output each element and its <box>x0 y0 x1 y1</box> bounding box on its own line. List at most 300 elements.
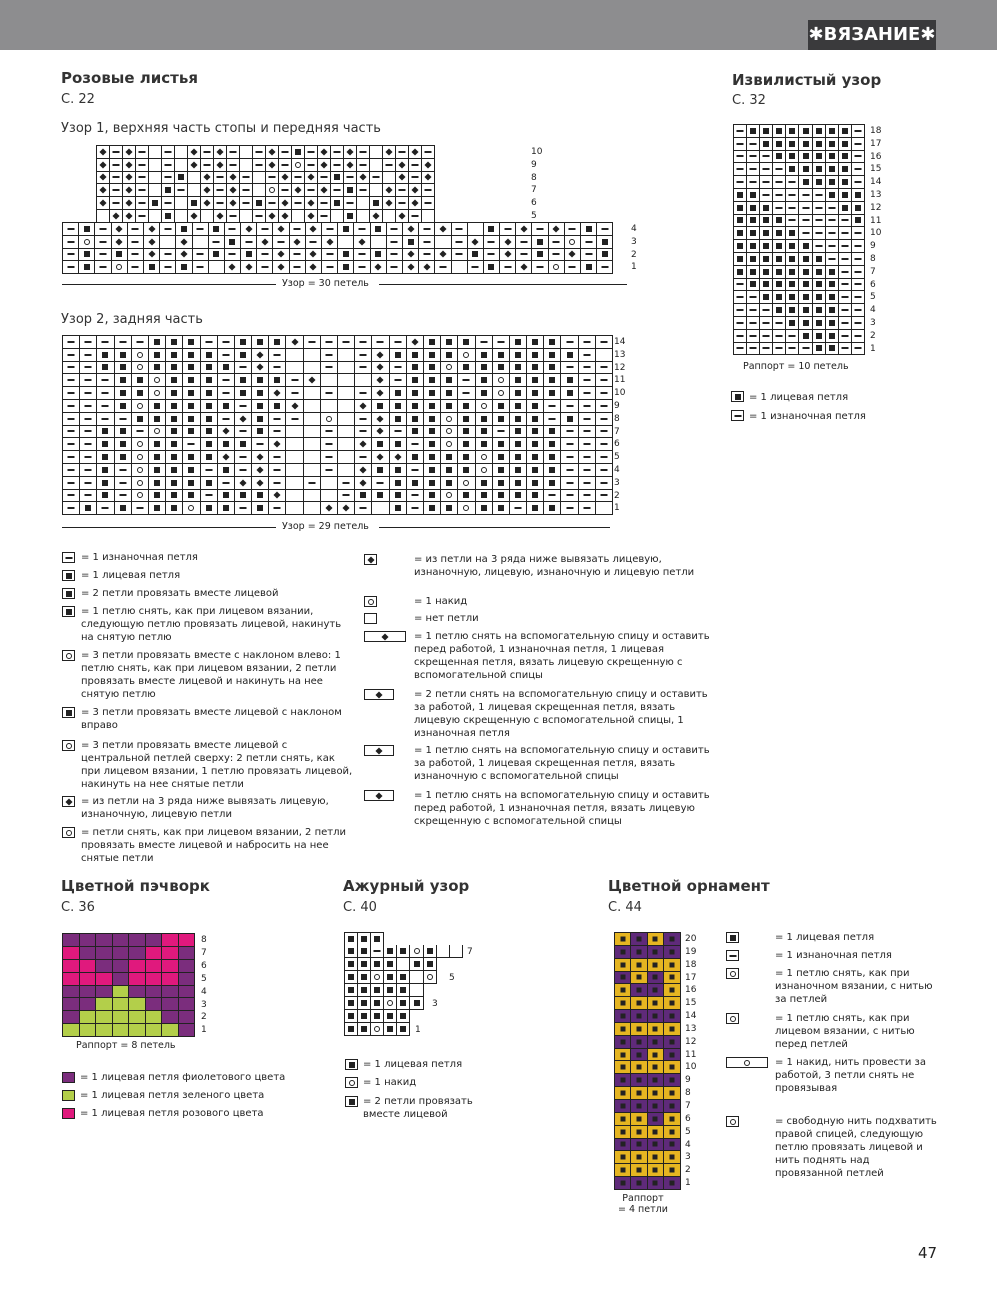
chart-cell <box>218 387 235 400</box>
color-cell <box>615 1126 631 1139</box>
chart-cell <box>252 362 269 375</box>
chart-cell <box>269 438 286 451</box>
stitch-symbol-icon <box>726 1013 739 1024</box>
color-cell <box>162 947 179 960</box>
chart-cell <box>409 197 422 210</box>
color-cell <box>648 984 664 997</box>
chart-cell <box>734 317 747 330</box>
legend-text: = 1 лицевая петля зеленого цвета <box>80 1090 265 1101</box>
color-cell <box>615 997 631 1010</box>
chart-cell <box>97 210 110 223</box>
chart-cell <box>193 223 209 236</box>
chart-cell <box>266 146 279 159</box>
chart-cell <box>747 304 760 317</box>
chart-cell <box>269 413 286 426</box>
row-number: 6 <box>685 1113 691 1124</box>
chart-cell <box>786 317 799 330</box>
chart-cell <box>304 374 321 387</box>
chart-cell <box>747 215 760 228</box>
chart-cell <box>321 502 338 515</box>
chart-cell <box>786 330 799 343</box>
chart-cell <box>132 413 149 426</box>
chart-cell <box>561 438 578 451</box>
row-number: 14 <box>614 337 626 347</box>
chart-cell <box>290 236 306 249</box>
chart-cell <box>510 502 527 515</box>
row-number: 2 <box>201 1012 207 1023</box>
color-cell <box>664 984 680 997</box>
chart-cell <box>144 249 160 262</box>
chart-cell <box>218 502 235 515</box>
chart-cell <box>183 362 200 375</box>
chart-cell <box>839 227 852 240</box>
chart-cell <box>387 261 403 274</box>
chart-cell <box>773 304 786 317</box>
chart-cell <box>166 387 183 400</box>
legend-text: = 3 петли провязать вместе с наклоном влево: 1 петлю снять, как при лицевом вязании, 2 петли провязать вместе лицевой и накинуть на нее снятую петлю <box>81 650 341 700</box>
chart-cell <box>162 159 175 172</box>
chart-cell <box>544 413 561 426</box>
row-number: 16 <box>870 151 882 162</box>
legend-text: = 3 петли провязать вместе лицевой с центральной петлей сверху: 2 петли снять, как при лицевом вязании, 1 петлю провязать лицевой, накинуть на нее снятые петли <box>81 740 353 790</box>
chart-cell <box>458 400 475 413</box>
chart-cell <box>760 330 773 343</box>
color-cell <box>162 998 179 1011</box>
row-number: 20 <box>685 934 697 944</box>
chart-cell <box>80 374 97 387</box>
chart-cell <box>799 279 812 292</box>
chart-cell <box>183 374 200 387</box>
row-number: 8 <box>614 413 620 424</box>
chart-cell <box>799 151 812 164</box>
chart-cell <box>286 374 303 387</box>
chart-cell <box>214 197 227 210</box>
chart-cell <box>235 413 252 426</box>
chart-cell <box>747 151 760 164</box>
chart-cell <box>852 291 865 304</box>
row-number: 10 <box>685 1062 697 1073</box>
chart-cell <box>188 184 201 197</box>
chart-cell <box>266 172 279 185</box>
row-number: 1 <box>685 1178 691 1189</box>
chart-cell <box>201 451 218 464</box>
legend-text: = 2 петли провязать вместе лицевой <box>363 1096 473 1120</box>
chart-cell <box>279 184 292 197</box>
chart-cell <box>162 172 175 185</box>
chart-cell <box>561 502 578 515</box>
chart-cell <box>596 374 613 387</box>
chart-cell <box>734 189 747 202</box>
chart-cell <box>435 261 451 274</box>
chart-cell <box>734 343 747 356</box>
chart-cell <box>306 223 322 236</box>
chart-cell <box>407 502 424 515</box>
color-cell <box>631 1164 647 1177</box>
stitch-symbol-icon <box>364 596 377 607</box>
chart-cell <box>597 261 613 274</box>
chart-cell <box>813 176 826 189</box>
color-cell <box>162 986 179 999</box>
chart-cell <box>176 223 192 236</box>
chart-cell <box>201 210 214 223</box>
color-cell <box>648 959 664 972</box>
chart-cell <box>115 413 132 426</box>
chart-cell <box>424 490 441 503</box>
chart-cell <box>97 464 114 477</box>
chart-cell <box>579 426 596 439</box>
chart-cell <box>318 146 331 159</box>
chart-cell <box>813 202 826 215</box>
chart-cell <box>110 184 123 197</box>
chart-cell <box>544 451 561 464</box>
chart-cell <box>132 502 149 515</box>
chart-cell <box>458 336 475 349</box>
chart-cell <box>214 159 227 172</box>
chart-cell <box>532 223 548 236</box>
chart-cell <box>321 413 338 426</box>
chart-cell <box>839 215 852 228</box>
chart-cell <box>331 184 344 197</box>
color-cell <box>80 947 97 960</box>
chart-cell <box>304 413 321 426</box>
chart-cell <box>734 215 747 228</box>
chart-cell <box>372 490 389 503</box>
chart-cell <box>338 438 355 451</box>
chart-cell <box>403 236 419 249</box>
chart-cell <box>407 349 424 362</box>
chart-cell <box>852 266 865 279</box>
chart-cell <box>409 159 422 172</box>
chart-cell <box>760 202 773 215</box>
chart-cell <box>97 374 114 387</box>
chart-cell <box>235 336 252 349</box>
chart-cell <box>372 336 389 349</box>
row-number: 2 <box>614 490 620 501</box>
color-cell <box>63 1024 80 1037</box>
chart-cell <box>383 172 396 185</box>
legend-text: = 3 петли провязать вместе лицевой с наклоном вправо <box>81 707 342 731</box>
chart-cell <box>561 387 578 400</box>
chart-cell <box>826 189 839 202</box>
chart-cell <box>372 413 389 426</box>
chart-cell <box>63 477 80 490</box>
chart-cell <box>338 362 355 375</box>
chart-cell <box>63 336 80 349</box>
chart-cell <box>561 349 578 362</box>
chart-cell <box>579 502 596 515</box>
chart-cell <box>176 236 192 249</box>
chart-cell <box>209 223 225 236</box>
chart-cell <box>110 159 123 172</box>
chart-cell <box>441 362 458 375</box>
chart-cell <box>132 400 149 413</box>
chart-cell <box>162 184 175 197</box>
color-cell <box>631 959 647 972</box>
chart-cell <box>338 477 355 490</box>
chart-cell <box>372 502 389 515</box>
row-number: 5 <box>449 973 455 983</box>
chart-cell <box>596 349 613 362</box>
chart-cell <box>286 464 303 477</box>
color-cell <box>631 946 647 959</box>
chart-cell <box>747 266 760 279</box>
chart-cell <box>322 249 338 262</box>
chart-cell <box>476 413 493 426</box>
roses-title: Розовые листья <box>61 69 198 87</box>
chart-cell <box>839 266 852 279</box>
chart-cell <box>97 502 114 515</box>
chart-cell <box>183 451 200 464</box>
chart-cell <box>286 362 303 375</box>
color-cell <box>648 1061 664 1074</box>
chart-cell <box>188 146 201 159</box>
chart-cell <box>510 451 527 464</box>
color-cell <box>664 933 680 946</box>
chart-cell <box>760 279 773 292</box>
chart-cell <box>424 413 441 426</box>
chart-cell <box>286 477 303 490</box>
color-cell <box>664 1151 680 1164</box>
chart-cell <box>188 210 201 223</box>
chart-cell <box>286 451 303 464</box>
color-cell <box>162 973 179 986</box>
chart-cell <box>565 261 581 274</box>
chart-cell <box>544 400 561 413</box>
chart-cell <box>441 464 458 477</box>
chart-cell <box>544 362 561 375</box>
chart-cell <box>786 163 799 176</box>
chart-cell <box>493 387 510 400</box>
chart-cell <box>760 253 773 266</box>
chart-cell <box>597 236 613 249</box>
chart-cell <box>372 477 389 490</box>
rapport-line <box>379 527 610 528</box>
chart-cell <box>458 413 475 426</box>
stitch-symbol-icon <box>62 827 75 838</box>
chart-cell <box>357 210 370 223</box>
chart-cell <box>321 426 338 439</box>
color-cell <box>631 1061 647 1074</box>
chart-cell <box>218 464 235 477</box>
chart-cell <box>269 477 286 490</box>
chart-cell <box>799 291 812 304</box>
patchwork-title: Цветной пэчворк <box>61 877 210 895</box>
chart-cell <box>115 426 132 439</box>
chart-cell <box>331 146 344 159</box>
chart-cell <box>235 349 252 362</box>
legend-text: = 1 петлю снять, как при изнаночном вязании, с нитью за петлей <box>775 968 933 1005</box>
chart-cell <box>484 261 500 274</box>
chart-cell <box>95 261 111 274</box>
legend-text: = нет петли <box>414 613 479 624</box>
chart-cell <box>773 330 786 343</box>
chart-cell <box>115 362 132 375</box>
chart-cell <box>527 349 544 362</box>
chart-cell <box>561 336 578 349</box>
chart-cell <box>149 362 166 375</box>
chart-cell <box>80 464 97 477</box>
row-number: 12 <box>614 362 626 373</box>
chart-cell <box>839 138 852 151</box>
chart-cell <box>370 197 383 210</box>
chart-cell <box>458 464 475 477</box>
chart-cell <box>97 451 114 464</box>
chart-cell <box>97 477 114 490</box>
row-number: 4 <box>614 464 620 475</box>
chart-cell <box>852 317 865 330</box>
chart-cell <box>318 184 331 197</box>
chart-cell <box>183 349 200 362</box>
chart-cell <box>304 400 321 413</box>
chart-cell <box>338 426 355 439</box>
row-number: 8 <box>870 253 876 264</box>
chart-cell <box>760 266 773 279</box>
chart-cell <box>321 349 338 362</box>
chart-cell <box>252 464 269 477</box>
chart-cell <box>493 477 510 490</box>
chart-cell <box>304 349 321 362</box>
chart-cell <box>292 184 305 197</box>
chart-cell <box>786 266 799 279</box>
chart-cell <box>596 451 613 464</box>
chart-cell <box>747 138 760 151</box>
legend-text: = 2 петли снять на вспомогательную спицу и оставить за работой, 1 лицевая скрещенная петля, вязать лицевую скрещенную с вспомогательной спицы, 1 изнаночная петля <box>414 689 708 739</box>
chart-cell <box>166 451 183 464</box>
color-cell <box>664 1087 680 1100</box>
row-number: 17 <box>870 138 882 149</box>
color-cell <box>664 1010 680 1023</box>
chart-cell <box>734 151 747 164</box>
chart-cell <box>214 172 227 185</box>
lace-row <box>344 945 463 958</box>
row-number: 9 <box>531 159 537 170</box>
legend-text: = из петли на 3 ряда ниже вывязать лицевую, изнаночную, лицевую, изнаночную и лицевую петли <box>414 554 695 578</box>
color-cell <box>96 947 113 960</box>
chart-cell <box>799 304 812 317</box>
chart-cell <box>532 236 548 249</box>
color-cell <box>648 1049 664 1062</box>
color-cell <box>615 1151 631 1164</box>
chart-cell <box>422 210 435 223</box>
color-cell <box>664 946 680 959</box>
chart-cell <box>235 438 252 451</box>
chart-cell <box>318 159 331 172</box>
chart-cell <box>579 451 596 464</box>
chart-cell <box>321 464 338 477</box>
chart-cell <box>115 451 132 464</box>
color-swatch-icon <box>62 1072 75 1083</box>
chart-cell <box>252 502 269 515</box>
chart-cell <box>786 304 799 317</box>
chart-cell <box>579 374 596 387</box>
chart-cell <box>458 490 475 503</box>
chart-cell <box>227 159 240 172</box>
chart-cell <box>510 490 527 503</box>
chart-cell <box>839 343 852 356</box>
chart-cell <box>441 426 458 439</box>
chart-cell <box>225 236 241 249</box>
chart-cell <box>510 362 527 375</box>
chart-cell <box>63 249 79 262</box>
chart-cell <box>225 249 241 262</box>
chart-cell <box>63 400 80 413</box>
chart-cell <box>115 374 132 387</box>
color-cell <box>664 1036 680 1049</box>
chart-cell <box>344 184 357 197</box>
color-cell <box>179 1024 196 1037</box>
chart-cell <box>596 413 613 426</box>
chart-cell <box>773 227 786 240</box>
chart-cell <box>773 125 786 138</box>
chart-cell <box>209 236 225 249</box>
chart-cell <box>390 451 407 464</box>
pattern1-row-numbers-bottom <box>631 223 637 274</box>
chart-cell <box>579 490 596 503</box>
chart-cell <box>344 197 357 210</box>
chart-cell <box>269 336 286 349</box>
chart-cell <box>852 330 865 343</box>
chart-cell <box>773 176 786 189</box>
chart-cell <box>286 336 303 349</box>
color-cell <box>631 1177 647 1190</box>
chart-cell <box>321 451 338 464</box>
chart-cell <box>318 172 331 185</box>
chart-cell <box>813 163 826 176</box>
chart-cell <box>839 304 852 317</box>
chart-cell <box>201 502 218 515</box>
chart-cell <box>269 451 286 464</box>
chart-cell <box>370 210 383 223</box>
chart-cell <box>355 490 372 503</box>
row-number: 16 <box>685 985 697 996</box>
color-cell <box>146 973 163 986</box>
chart-cell <box>112 249 128 262</box>
chart-cell <box>390 336 407 349</box>
legend-text: = 1 петлю снять, как при лицевом вязании, следующую петлю провязать лицевой, накинуть на снятую петлю <box>81 606 342 643</box>
chart-cell <box>441 387 458 400</box>
chart-cell <box>372 400 389 413</box>
chart-cell <box>852 125 865 138</box>
chart-cell <box>160 223 176 236</box>
purl-stitch-symbol <box>731 410 744 421</box>
chart-cell <box>826 163 839 176</box>
chart-cell <box>257 236 273 249</box>
chart-cell <box>227 197 240 210</box>
chart-cell <box>166 362 183 375</box>
chart-cell <box>338 464 355 477</box>
wavy-page: С. 32 <box>732 93 766 108</box>
chart-cell <box>760 138 773 151</box>
chart-cell <box>476 464 493 477</box>
stitch-symbol-icon <box>345 1077 358 1088</box>
chart-cell <box>225 261 241 274</box>
chart-cell <box>476 336 493 349</box>
chart-cell <box>252 336 269 349</box>
color-cell <box>664 959 680 972</box>
chart-cell <box>240 146 253 159</box>
chart-cell <box>852 240 865 253</box>
chart-cell <box>458 438 475 451</box>
chart-cell <box>544 502 561 515</box>
chart-cell <box>839 330 852 343</box>
chart-cell <box>235 362 252 375</box>
chart-cell <box>279 172 292 185</box>
chart-cell <box>403 223 419 236</box>
chart-cell <box>321 400 338 413</box>
color-cell <box>80 973 97 986</box>
color-swatch-icon <box>62 1108 75 1119</box>
ornament-caption: Раппорт = 4 петли <box>618 1193 668 1215</box>
